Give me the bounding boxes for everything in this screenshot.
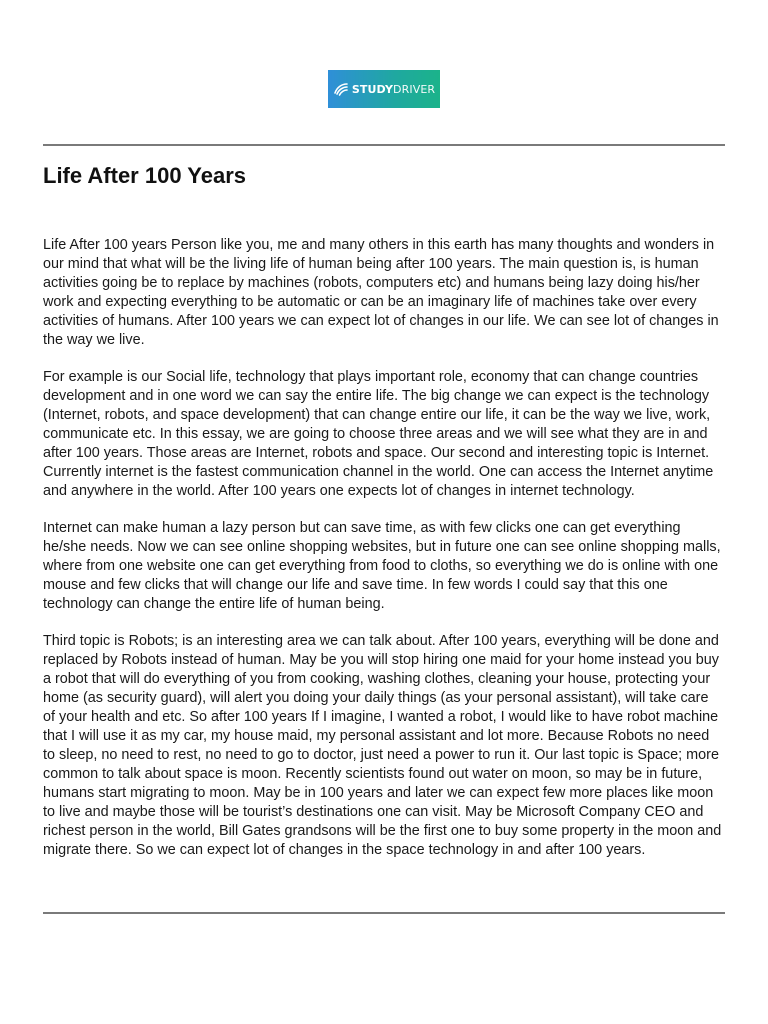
paragraph: Internet can make human a lazy person but can save time, as with few clicks one can get everything he/she needs. Now we can see online shopping websites, but in future one can see online shopping malls, where from one website one can get everything from food to cloths, so everything we do is online with one mouse and few clicks that will change our life and save time. In few words I could say that this one technology can change the entire life of human being. — [43, 520, 721, 612]
studydriver-logo-icon — [333, 81, 349, 97]
logo-text-bold: STUDY — [351, 82, 394, 96]
document-title: Life After 100 Years — [43, 163, 247, 188]
paragraph: Third topic is Robots; is an interesting area we can talk about. After 100 years, everything will be done and replaced by Robots instead of human. May be you will stop hiring one maid for your home instead you buy a robot that will do everything of you from cooking, washing clothes, cleaning your house, protecting your home (as security guard), will alert you doing your daily things (as your personal assistant), will take care of your health and etc. So after 100 years If I imagine, I wanted a robot, I would like to have robot machine that I will use it as my car, my house maid, my personal assistant and lot more. Because Robots no need to sleep, no need to rest, no need to go to doctor, just need a power to run it. Our last topic is Space; more common to talk about space is moon. Recently scientists found out water on moon, so may be in future, humans start migrating to moon. May be in 100 years and later we can expect few more places like moon to live and maybe those will be tourist’s destinations one can visit. May be Microsoft Company CEO and richest person in the world, Bill Gates grandsons will be the first one to buy some property in the moon and migrate there. So we can expect lot of changes in the space technology in and after 100 years. — [43, 633, 722, 858]
paragraph: For example is our Social life, technology that plays important role, economy that can change countries development and in one word we can say the entire life. The big change we can expect is the technology (Internet, robots, and space development) that can change entire our life, it can be the way we live, work, communicate etc. In this essay, we are going to choose three areas and we will see what they are in and after 100 years. Those areas are Internet, robots and space. Our second and interesting topic is Internet. Currently internet is the fastest communication channel in the world. One can access the Internet anytime and anywhere in the world. After 100 years one expects lot of changes in internet technology. — [43, 369, 714, 499]
studydriver-logo[interactable] — [328, 70, 440, 108]
top-divider — [43, 144, 725, 146]
document-body — [43, 236, 723, 878]
logo-wordmark — [352, 83, 435, 96]
bottom-divider — [43, 912, 725, 914]
logo-text-light: DRIVER — [393, 82, 436, 96]
paragraph: Life After 100 years Person like you, me and many others in this earth has many thoughts and wonders in our mind that what will be the living life of human being after 100 years. The main question is, is human activities going be to replace by machines (robots, computers etc) and humans being lazy doing his/her work and expecting everything to be automatic or can be an imaginary life of machines take over every activities of humans. After 100 years we can expect lot of changes in our life. We can see lot of changes in the way we live. — [43, 237, 719, 348]
